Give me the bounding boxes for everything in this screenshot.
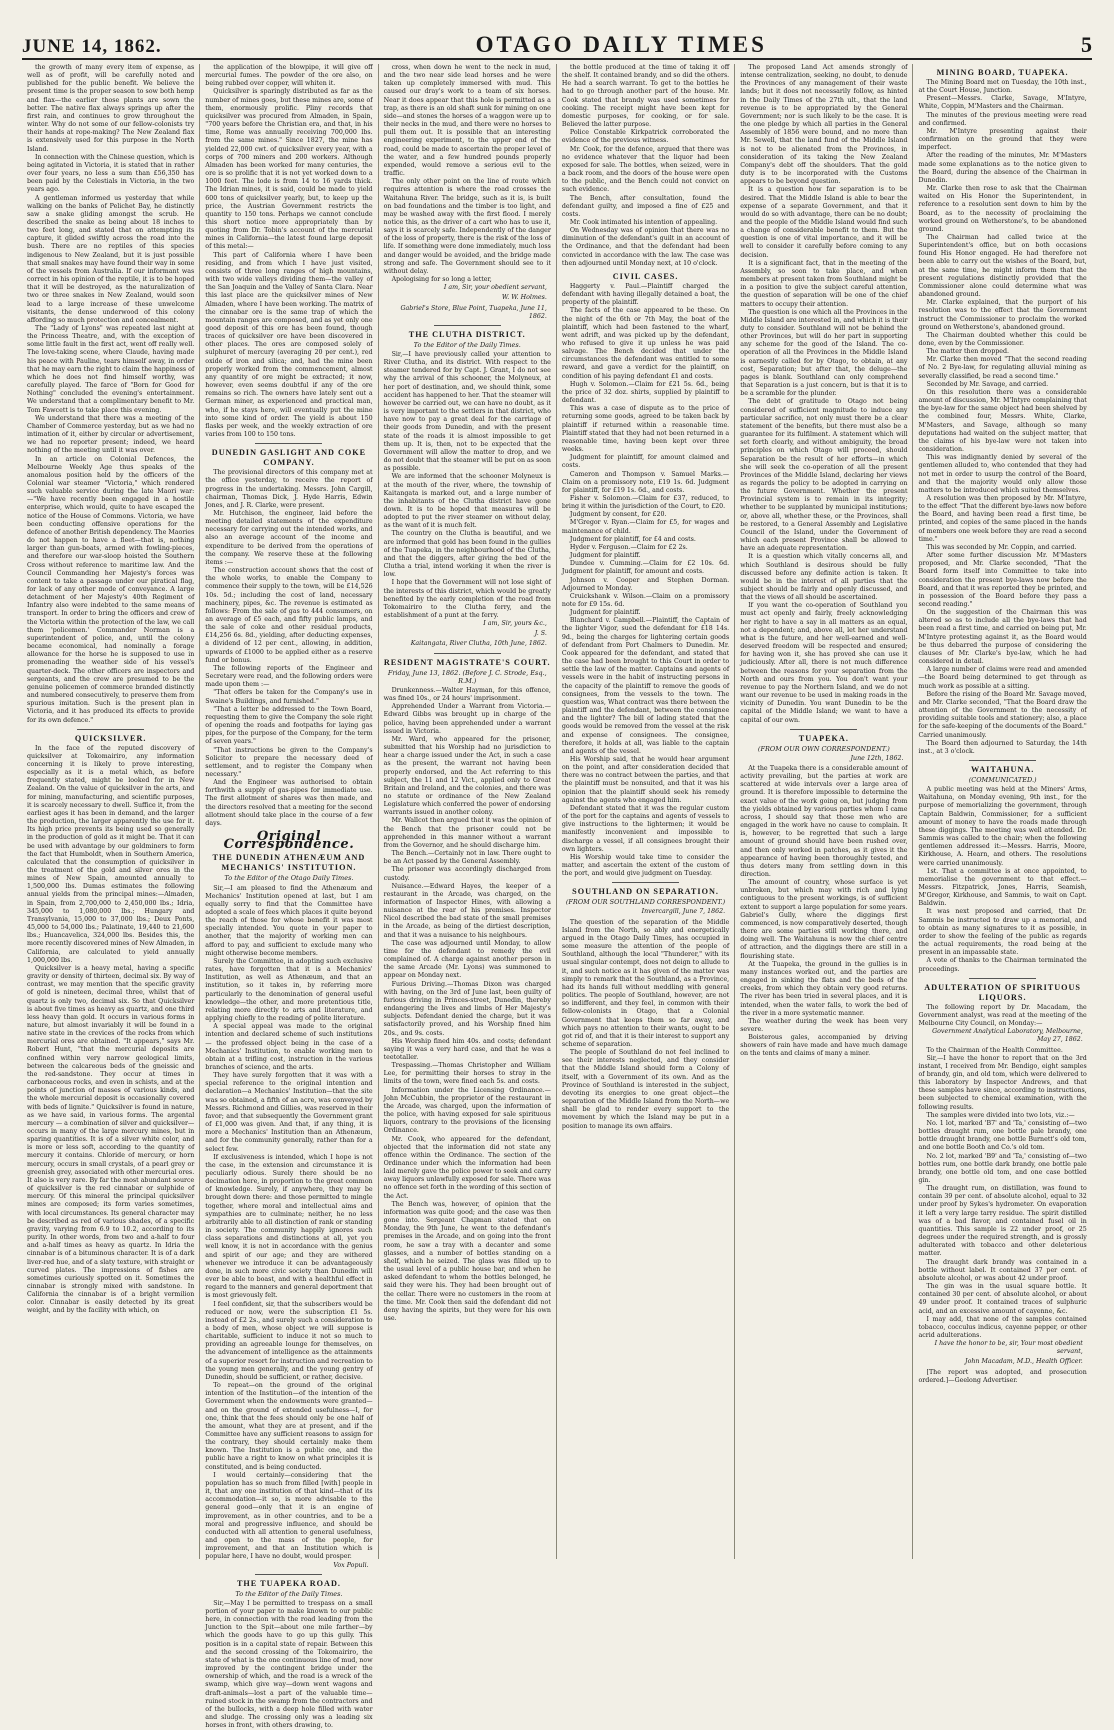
column-2: [200, 64, 378, 1730]
paragraph: Mr. Hutchison, the engineer, laid before the meeting detailed statements of the expenditure necessary for carrying out the intended works, and also an average account of the income and expenditure to be derived from the operations of the company. We reserve these at the following items :—: [205, 509, 373, 566]
section-subheading: To the Editor of the Daily Times.: [413, 340, 521, 349]
paragraph: If exclusiveness is intended, which I hope is not the case, in the extension and circumstance it is peculiarly odious. Surely there should be no decimation here, in proportion to the great common of knowledge. Surely, if anywhere, they may be brought down there: and those permitted to mingle together, where moral and intellectual aims and sympathies are to culminate; neither, he no less arbitrarily able to all distinction of rank or standing in society. The community happily ignores such class separations and distinctions at all, yet you well know, it is not in accordance with the genius and spirit of our age; and they are withered whenever we introduce it can be advantageously done, in such more civic society than Dunedin will ever be able to boast, and with a healthful effect in regard to the manners and general deportment that is most grievously felt.: [205, 1153, 373, 1300]
divider: [255, 443, 322, 444]
paragraph: Cameron and Thompson v. Samuel Marks.—Claim on a promissory note, £19 1s. 6d. Judgment for plaintiff, for £19 1s. 6d., and costs.: [561, 470, 730, 494]
paragraph: A gentleman informed us yesterday that while walking on the banks of Pelichet Bay, he distinctly saw a snake gliding amongst the scrub. He described the snake as being about 18 inches to two feet long, and stated that on attempting its capture, it glided swiftly across the road into the bush. There are no reptiles of this species indigenous to New Zealand, but it is just possible that small snakes may have found their way in some of the vessels from Australia. If our informant was correct in his opinion of the reptile, it is to be hoped that it will be destroyed, as the naturalization of two or three snakes in New Zealand, would soon lead to a large increase of these unwelcome visitants, the dense underwood of this colony affording so much protection and concealment.: [27, 194, 195, 324]
paragraph: No. 2 lot, marked 'B9' and 'Ta,' consisting of—two bottles rum, one bottle dark brandy, one bottle pale brandy, one bottle old tom, and one case bottled gin.: [918, 1152, 1087, 1184]
paragraph: In the face of the reputed discovery of quicksilver at Tokomairiro, any information concerning it is likely to prove interesting, especially as it is a metal which, as before frequently stated, might be looked for in New Zealand. On the value of quicksilver in the arts, and for mining, manufacturing, and scientific purposes, it is scarcely necessary to dwell. Suffice it, from the earliest ages it has been in demand, and the larger the production, the larger apparently the use for it. Its high price prevents its being used so generally in the production of gold as it might be. That it can be used with advantage by our goldminers to form the fact that Humboldt, when in Southern America, calculated that the consumption of quicksilver in the treatment of the gold and silver ores in the mines of New Spain, amounted annually to 1,500,000 lbs. Dumas estimates the following annual yields from the principal mines:—Almaden, in Spain, from 2,700,000 to 2,450,000 lbs.; Idria, 345,000 to 1,080,000 lbs.; Hungary and Transylvania, 15,000 to 37,000 lbs.; Deux Ponts, 45,000 to 54,000 lbs.; Palatinate, 19,440 to 21,600 lbs.; Huancavelica, 324,000 lbs. Besides this, the more recently discovered mines of New Almaden, in California, are calculated to yield annually 1,000,000 lbs.: [27, 744, 195, 964]
paragraph: His Worship fined him 40s. and costs; defendant saying it was a very hard case, and that he was a teetotaller.: [383, 1037, 551, 1061]
section-heading: MINING BOARD, TUAPEKA.: [936, 68, 1069, 77]
paragraph: After the reading of the minutes, Mr. M'Masters made some explanations as to the notice given to the Board, during the absence of the Chairman in Dunedin.: [918, 152, 1087, 184]
paragraph: The proposed Land Act amends strongly of intense centralization, seeking, no doubt, to denude the Provinces of any management of their waste lands; but it does not necessarily follow, as hinted in the Daily Times of the 27th ult., that the land revenue is to be appropriated by the General Government; nor is such likely to be the case. It is the one pledge by which all parties in the General Assembly of 1856 were bound, and no more than Mr. Sewell, that the land fund of the Middle Island is not to be alienated from the Provinces, in consideration of its taking the New Zealand Company's debt off the shoulders. That the gold duty is to be incorporated with the Customs appears to be beyond question.: [740, 64, 908, 186]
paragraph: Mr. Clarke then rose to ask that the Chairman waited on His Honor the Superintendent, in reference to a resolution sent down to him by the Board, as to the necessity of proclaiming the worked ground on Wetherstone's, to be abandoned ground.: [918, 185, 1087, 233]
paragraph: This was seconded by Mr. Coppin, and carried.: [926, 543, 1077, 551]
paragraph: The Bench was, however, of opinion that the information was quite good; and the case was then gone into. Sergeant Chapman stated that on Monday, the 9th June, he went to the defendant's premises in the Arcade, and on going into the front room, he saw a tray with a decanter and some glasses, and a number of bottles standing on a shelf, which he seized. The glass was filled up to the usual level of a public house bar, and when he asked defendant to whom the bottles belonged, he said they were his. They had been brought out of the cellar. There were no customers in the room at the time. Mr. Cook then said the defendant did not deny having the spirits, but they were for his own use.: [383, 1200, 551, 1322]
paragraph: Haggerty v. Paul.—Plaintiff charged the defendant with having illegally detained a boat, the property of the plaintiff.: [561, 282, 730, 307]
paragraph: Cruickshank v. Wilson.—Claim on a promissory note for £9 15s. 6d.: [561, 592, 730, 608]
paragraph: To the Chairman of the Health Committee.: [926, 1046, 1063, 1054]
divider: [434, 325, 501, 326]
paragraph: Police Constable Kirkpatrick corroborated the evidence of the previous witness.: [561, 129, 730, 145]
paragraph: The country on the Clutha is beautiful, and we are informed that gold has been found in the gullies of the Tuapeka, in the neighbourhood of the Clutha, and that the diggers, after giving the bed of the Clutha a trial, intend working it when the river is low.: [383, 530, 551, 579]
signature-line: John Macadam, M.D., Health Officer.: [965, 1358, 1083, 1366]
paragraph: Seconded by Mr. Savage, and carried.: [926, 380, 1049, 388]
paragraph: At the Tuapeka, the ground in the gullies is in many instances worked out, and the parties are engaged in sinking the flats and the beds of the creeks, from which they obtain very good returns. The river has been tried in several places, and it is intended, when the water falls, to work the bed of the river in a more systematic manner.: [740, 960, 908, 1017]
paragraph: Judgment for plaintiff, for £4 and costs.: [569, 535, 696, 543]
paragraph: It was next proposed and carried, that Dr. Sammis be instructed to draw up a memorial, and to obtain as many signatures to it as possible, in order to show the feeling of the public as regards the actual requirements, the road being at the present in an impassable state.: [918, 908, 1087, 957]
paragraph: The facts of the case appeared to be these. On the night of the 6th or 7th May, the boat of the plaintiff, which had been fastened to the wharf, went adrift, and was picked up by the defendant, who refused to give it up unless he was paid salvage. The Bench decided that under the circumstances the defendant was entitled to some reward, and gave a verdict for the plaintiff, on condition of his paying defendant £1 and costs.: [561, 307, 730, 380]
paragraph: It is a significant fact, that in the meeting of the Assembly, so soon to take place, and when members at present taken from Southland might be in a position to give the subject careful attention, the question of separation will be one of the chief matters to occupy their attention.: [740, 259, 908, 308]
paragraph: Sir,—I have the honor to report that on the 3rd instant, I received from Mr. Bendigo, eight samples of brandy, gin, and old tom, which were delivered to this laboratory by Inspector Andrews, and that these samples have since, according to instructions, been subjected to chemical examination, with the following results.: [918, 1054, 1087, 1111]
section-subheading: To the Editor of the Daily Times.: [235, 1589, 343, 1598]
paragraph: The prisoner was accordingly discharged from custody.: [383, 866, 551, 882]
paragraph: The construction account shows that the cost of the whole works, to enable the Company to commence their supply to the town, will be £14,526 10s. 5d.; including the cost of land, necessary machinery, pipes, &c. The revenue is estimated as follows: From the sale of gas to 444 consumers, on an average of £5 each, and fifty public lamps, and the sale of coke and other residual products, £14,256 6s. 8d., yielding, after deducting expenses, a dividend of 12 per cent., allowing, in addition, upwards of £1000 to be applied either as a reserve fund or bonus.: [205, 567, 373, 664]
paragraph: Present—Messrs. Clarke, Savage, M'Intyre, White, Coppin, M'Masters and the Chairman.: [918, 95, 1087, 111]
signature-line: J. S.: [534, 630, 547, 638]
paragraph: Furious Driving.—Thomas Dixon was charged with having, on the 3rd of June last, been guilty of furious driving in Princes-street, Dunedin, thereby endangering the lives and limbs of Her Majesty's subjects. Defendant denied the charge, but it was satisfactorily proved, and his Worship fined him 20s., and 9s. costs.: [383, 980, 551, 1037]
paragraph: After some further discussion Mr. M'Masters proposed, and Mr. Clarke seconded, "That the Board form itself into Committee to take into consideration the present bye-laws now before the Board, and that it was reported they be printed, and in possession of the Board before they pass a second reading.": [918, 552, 1087, 608]
paragraph: I hope that the Government will not lose sight of the interests of this district, which would be greatly benefited by the early completion of the road from Tokomairiro to the Clutha ferry, and the establishment of a punt at the ferry.: [383, 579, 551, 619]
paragraph: Nuisance.—Edward Hayes, the keeper of a restaurant in the Arcade, was charged, on the information of Inspector Hines, with allowing a nuisance at the rear of his premises. Inspector Nicol described the bad state of the small premises in the Arcade, as being of the dirtiest description, and that it was a nuisance to his neighbours.: [383, 882, 551, 939]
section-heading: RESIDENT MAGISTRATE'S COURT.: [383, 657, 551, 667]
divider: [969, 978, 1036, 979]
section-heading: WAITAHUNA.: [970, 764, 1035, 774]
paragraph: The question is one which all the Provinces in the Middle Island are interested in, and which it is their duty to consider. Southland will not be behind the other Provinces, but will do her part in supporting any scheme for the good of the Island. The co-operation of all the Provinces in the Middle Island is earnestly called for by Otago, to obtain, at any cost, Separation; but after that, the deluge—the pages is blank. Southland can only comprehend that Separation is a just concern, but is that it is to be a scramble for the plunder.: [740, 308, 908, 398]
section-heading: DUNEDIN GASLIGHT AND COKE COMPANY.: [211, 448, 367, 468]
divider: [790, 729, 857, 730]
paragraph: The weather during the week has been very severe.: [740, 1017, 908, 1033]
divider: [255, 1574, 322, 1575]
paragraph: Apprehended Under a Warrant from Victoria.—Edward Gibbs was brought up in charge of the police, having been apprehended under a warrant issued in Victoria.: [383, 703, 551, 735]
paragraph: Apologising for so long a letter,: [391, 276, 492, 284]
section-heading: CIVIL CASES.: [612, 271, 679, 281]
paragraph: A public meeting was held at the Miners' Arms, Waitahuna, on Monday evening, 9th inst., for the purpose of memorializing the government, through Captain Baldwin, Commissioner, for a sufficient amount of money to have the roads made through these diggings. The meeting was well attended. Dr. Sammis was called to the chair; when the following gentlemen addressed it:—Messrs. Harris, Moore, Kirkhouse, A. Hearn, and others. The resolutions were carried unanimously.: [918, 786, 1087, 867]
paragraph: If you want the co-operation of Southland you must act openly and fairly, freely acknowledging her right to have a say in all matters as an equal, not a dependent; and, above all, let her understand what is the future, and her well-earned and well-deserved freedom will be respected and ensured; for having won it, she has proved she can use it judiciously. After all, there is not much difference between the reasons for your separation from the North and ours from you. You don't want your revenue to pay the Northern Island, and we do not want our revenue to be used in making roads in the vicinity of Dunedin. You want Dunedin to be the capital of the Middle Island; we want to have a capital of our own.: [740, 602, 908, 724]
section-heading: ADULTERATION OF SPIRITUOUS LIQUORS.: [924, 982, 1081, 1002]
paragraph: The case was adjourned until Monday, to allow time for the defendant to remedy the evil complained of. A charge against another person in the same Arcade (Mr. Lyons) was summoned to appear on Monday next.: [383, 939, 551, 980]
section-subheading: (COMMUNICATED.): [968, 775, 1037, 784]
section-heading: THE TUAPEKA ROAD.: [236, 1578, 341, 1588]
column-6: [913, 64, 1091, 1559]
paragraph: The Bench, after consultation, found the defendant guilty, and imposed a fine of £25 and costs.: [561, 194, 730, 218]
section-heading: THE DUNEDIN ATHENÆUM AND MECHANICS' INSTITUTION.: [212, 853, 366, 873]
signature-line: I am, Sir, your obedient servant,: [443, 284, 547, 292]
paragraph: "That a letter be addressed to the Town Board, requesting them to give the Company the sole right of opening the roads and footpaths for laying gas pipes, for the purpose of the Company, for the term of seven years.": [205, 705, 373, 746]
paragraph: A special appeal was made to the original intention and declared scheme of such institutions — the professed object being in the case of a Mechanics' Institution, to enable working men to obtain at a trifling cost, instruction in the various branches of science, and the arts.: [205, 1023, 373, 1071]
paragraph: Drunkenness.—Walter Hayman, for this offence, was fined 10s., or 24 hours' imprisonment.: [383, 686, 551, 703]
paragraph: At the Tuapeka there is a considerable amount of activity prevailing, but the parties at work are scattered at wide intervals over a large area of ground. It is therefore impossible to determine the exact value of the work going on, but judging from the yields obtained by various parties whom I came across, I should say that those men who are engaged in the work have no cause to complain. It is, however, to be regretted that such a large amount of ground should have been rushed over, and then only worked in patches, as it gives it the appearance of having been thoroughly tested, and thus deters many from settling down in this direction.: [740, 764, 908, 878]
paragraph: His Worship said, that he would hear argument on the point, and after consideration decided that there was no contract between the parties, and that the plaintiff must be nonsuited, and that it was his opinion that the plaintiff should seek his remedy against the agents who engaged him.: [561, 755, 730, 804]
paragraph: No. 1 lot, marked 'B7' and 'Ta,' consisting of—two bottles draught rum, one bottle pale brandy, one bottle draught brandy, one bottle Burnett's old tom, and one bottle Booth and Co.'s old tom.: [918, 1119, 1087, 1152]
section-subheading: To the Editor of the Otago Daily Times.: [224, 874, 354, 883]
paragraph: Mr. Cook intimated his intention of appealing.: [569, 218, 718, 226]
paragraph: The samples were divided into two lots, viz.:—: [926, 1111, 1075, 1119]
paragraph: Judgment for plaintiff, for amount claimed and costs.: [561, 454, 730, 470]
divider: [77, 729, 144, 730]
paragraph: Mr. Cook, who appeared for the defendant, objected that the information did not state any offence within the Ordinance. The section of the Ordinance under which the information had been laid merely gave the police power to seek and carry away liquors unlawfully exposed for sale. There was no offence set forth in the wording of this section of the Act.: [383, 1135, 551, 1200]
paragraph: This part of California where I have been residing, and from which I have just visited, consists of three long ranges of high mountains, with two wide valleys dividing them—the valley of the San Joaquin and the Valley of Santa Clara. Near this last place are the quicksilver mines of New Almaden, where I have been working. The matrix of the cinnabar ore is the same trap of which the mountain ranges are composed, and as yet only one good deposit of this ore has been found, though traces of quicksilver ore have been discovered in other places. The ores are composed solely of sulphuret of mercury (averaging 20 per cent.), red oxide of iron and silica; and, had the mine been properly worked from the commencement, almost any quantity of ore might be extracted; it now, however, even seems doubtful if any of the ore remains so rich. The owners have lately sent out a German miner, as experienced and practical man, who, if he stays here, will eventually put the mine into some kind of order. The yield is about 150 flasks per week, and the weekly extraction of ore varies from 100 to 150 tons.: [205, 251, 373, 439]
paragraph: Hugh v. Solomon.—Claim for £21 5s. 6d., being the price of 32 doz. shirts, supplied by plaintiff to defendant.: [561, 380, 730, 405]
paragraph: The Mining Board met on Tuesday, the 10th inst., at the Court House, Junction.: [918, 79, 1087, 95]
paragraph: And the Engineer was authorised to obtain forthwith a supply of gas-pipes for immediate use. The first allotment of shares was then made, and the directors resolved that a meeting for the second allotment should take place in the course of a few days.: [205, 779, 373, 827]
paragraph: This was indignantly denied by several of the gentlemen alluded to, who contended that they had not met in order to usurp the control of the Board, and that the majority would only allow those matters to be introduced which suited themselves.: [918, 454, 1087, 494]
signature-line: Invercargill, June 7, 1862.: [641, 908, 726, 916]
paragraph: The matter then dropped.: [926, 348, 1010, 356]
paragraph: It is a question how far separation is to be desired. That the Middle Island is able to bear the expense of a separate Government, and that it would do so with advantage, there can be no doubt; and the people of the Middle Island would find such a change of considerable benefit to them. But the question is one of vital importance, and it will be well to consider it carefully before coming to any decision.: [740, 186, 908, 259]
paragraph: "That instructions be given to the Company's Solicitor to prepare the necessary deed of settlement, and to register the Company when necessary.": [205, 746, 373, 778]
paragraph: A vote of thanks to the Chairman terminated the proceedings.: [918, 957, 1087, 973]
paragraph: Mr. Ward, who appeared for the prisoner, submitted that his Worship had no jurisdiction to hear a charge issued under the Act, in such a case as the present, the warrant not having been properly endorsed, and the Act referring to this subject, the 11 and 12 Vict., applied only to Great Britain and Ireland, and the colonies, and there was no statute or ordinance of the New Zealand Legislature which conferred the power of endorsing warrants issued in another colony.: [383, 735, 551, 817]
paragraph: Before the rising of the Board Mr. Savage moved, and Mr. Clarke seconded, "That the Board draw the attention of the Government to the necessity of providing suitable tools and stationery; also, a place for the safe-keeping of the documents of the Board." Carried unanimously.: [918, 690, 1087, 739]
section-subheading: (FROM OUR SOUTHLAND CORRESPONDENT.): [565, 898, 726, 907]
paragraph: Dundee v. Cumming.—Claim for £2 10s. 6d. Judgment for plaintiff, for amount and costs.: [561, 560, 730, 576]
signature-line: Government Analytical Laboratory, Melbourne, May 27, 1862.: [932, 1028, 1083, 1044]
paragraph: Blanchard v. Campbell.—Plaintiff, the Captain of the lighter Vigor, sued the defendant for £18 14s. 9d., being the charges for lightering certain goods of defendant from Port Chalmers to Dunedin. Mr. Cook appeared for the defendant, and stated that the case had been brought to this Court in order to settle the law of the matter. Captains and agents of vessels were in the habit of instructing persons in the capacity of the plaintiff to remove the goods of consignees, from the vessels to the town. The question was, What contract was there between the plaintiff and the defendant, between the consignee and the lighter? The bill of lading stated that the goods would be removed from the vessel at the risk and expense of consignees. The consignee, therefore, it holds at all, was liable to the captain and agents of the vessel.: [561, 617, 730, 755]
signature-line: I am, Sir, yours &c.,: [483, 620, 547, 628]
paragraph: A resolution was then proposed by Mr. M'Intyre, to the effect "That the different bye-laws now before the Board, and having been read a first time, be printed, and copies of the same placed in the hands of members one week before they are read a second time.": [918, 494, 1087, 543]
divider: [434, 653, 501, 654]
paragraph: Defendant stated that it was the regular custom of the port for the captains and agents of vessels to give instructions to the lightermen; it would be manifestly inconvenient and impossible to discharge a vessel, if all consignees brought their own lighters.: [561, 804, 730, 853]
paragraph: Sir,—May I be permitted to trespass on a small portion of your paper to make known to our public here, in connection with the road leading from the Junction to the Spit—about one mile farther—by which the goods have to go up this gully. This position is in a capital state of repair. Between this and the second crossing of the Tokomairiro, the state of what is the one continuous line of mud, now improved by the contingent bridge under the ownership of which, and the road is a wreck of the swamp, which give way—down went wagons and draft-animals—lost a part of the valuable time—ruined stock in the swamp from the contractors and of the bullocks, with a deep hole filled with water and sludge. The crossing only was a leading six horses in front, with others drawing, to.: [205, 1599, 373, 1730]
paragraph: To repeat—on the ground of the original intention of the Institution—of the intention of the Government when the endowments were granted—and on the ground of extended usefulness—I, for one, think that the fees should only be one half of the amount, what they are at present, and if the Committee have any sufficient reasons to assign for the contrary, they should certainly make them known. The Institution is a public one, and the public have a right to know on what principles it is constituted, and is being conducted.: [205, 1382, 373, 1471]
paragraph: The draught dark brandy was contained in a bottle without label. It contained 37 per cent. of absolute alcohol, or was about 42 under proof.: [918, 1258, 1087, 1282]
paragraph: Trespassing.—Thomas Christopher and William Lee, for permitting their horses to stray in the limits of the town, were fined each 5s. and costs.: [383, 1062, 551, 1086]
paragraph: I feel confident, sir, that the subscribers would be reduced or now, were the subscription £1 5s. instead of £2 2s., and surely such a consideration to a body of men, whose object we will suppose is charitable, sufficient to induce it not so much to providing an agreeable lounge for themselves, on the advancement of intelligence as the attainments of a superior resort for instruction and recreation to the young men generally, and the young gentry of Dunedin, should be sufficient, or rather, decisive.: [205, 1300, 373, 1381]
signature-line: Vox Populi.: [333, 1561, 369, 1569]
column-1: [22, 64, 200, 1559]
paragraph: [The report was adopted, and prosecution ordered.]—Geelong Advertiser.: [918, 1368, 1087, 1384]
paragraph: The following reports of the Engineer and Secretary were read, and the following orders were made upon them :—: [205, 664, 373, 689]
paragraph: Information under the Licensing Ordinance.—John McCubbin, the proprietor of the restaurant in the Arcade, was charged, upon the information of the police, with having exposed for sale spirituous liquors, contrary to the provisions of the licensing Ordinance.: [383, 1086, 551, 1135]
masthead: [22, 28, 1092, 60]
paragraph: We understand that there was a meeting of the Chamber of Commerce yesterday, but as we had no intimation of it, either by circular or advertisement, we had no reporter present; indeed, we heard nothing of the meeting until it was over.: [27, 414, 195, 455]
paragraph: In connection with the Chinese question, which is being agitated in Victoria, it is stated that in rather over four years, no less a sum than £56,350 has been paid by the Celestials in Victoria, in the two years ago.: [27, 153, 195, 194]
signature-line: Gabriel's Store, Blue Point, Tuapeka, June 11, 1862.: [400, 304, 547, 320]
column-4: [557, 64, 735, 1559]
paragraph: Mr. Clarke explained, that the purport of his resolution was to the effect that the Government instruct the Commissioner to proclaim the worked ground on Wetherstone's, abandoned ground.: [918, 299, 1087, 331]
paragraph: Hyder v. Ferguson.—Claim for £2 2s.: [569, 543, 688, 551]
paragraph: The people of Southland do not feel inclined to see their interests neglected, and they consider that the Middle Island should form a Colony of itself, with a Government of its own. And as the Province of Southland is interested in the subject, devoting its energies to one great object—the separation of the Middle Island from the North—we shall be glad to render every support to the movement by which the Island may be put in a position to manage its own affairs.: [561, 1049, 730, 1130]
signature-line: Kaitangata, River Clutha, 10th June, 1862.: [410, 640, 547, 648]
paragraph: On the suggestion of the Chairman this was altered so as to include all the bye-laws that had been read a first time, and carried on being put, Mr. M'Intyre protesting against it, as the Board would be thus debarred the purpose of considering the clauses of Mr. Clarke's bye-law, which he had considered in detail.: [918, 609, 1087, 666]
paragraph: Surely the Committee, in adopting such exclusive rates, have forgotten that it is a Mechanics' Institution, as well as Athenæum, and that an institution, so it takes in, by referring more particularly to the denomination of general useful knowledge—the other, and more pretentious title, relating more directly to arts and literature, and applying chiefly to the reading of polite literature.: [205, 957, 373, 1023]
paragraph: On this resolution there was a considerable amount of discussion, Mr. M'Intyre complaining that the bye-law for the same object had been shelved by the combined four, Messrs. White, Clarke, M'Masters, and Savage, although so many deputations had waited on the subject matter, that the claims of his bye-law were not taken into consideration.: [918, 388, 1087, 454]
signature-line: June 12th, 1862.: [850, 754, 904, 762]
paragraph: A large number of claims were read and amended—the Board being determined to get through as much work as possible at a sitting.: [918, 666, 1087, 690]
paragraph: His Worship would take time to consider the matter, and ascertain the extent of the custom of the port, and would give judgment on Tuesday.: [561, 853, 730, 878]
paragraph: We are informed that the schooner Molyneux is at the mouth of the river, where, the township of Kaitangata is marked out, and a large number of the inhabitants of the Clutha district have gone down. It is to be hoped that measures will be adopted to put the river steamer on without delay, as the want of it is much felt.: [383, 473, 551, 530]
column-5: [735, 64, 913, 1559]
paragraph: The provisional directors of this company met at the office yesterday, to receive the report of progress in the undertaking. Messrs. John Cargill, chairman, Thomas Dick, J. Hyde Harris, Edwin Jones, and J. R. Clarke, were present.: [205, 469, 373, 509]
paragraph: The gin was in the usual square bottle. It contained 30 per cent. of absolute alcohol, or about 49 under proof. It contained traces of sulphuric acid, and an excessive amount of cayenne, &c.: [918, 1283, 1087, 1315]
paragraph: The only other point on the line of route which requires attention is where the road crosses the Waitahuna River. The bridge, such as it is, is built on bad foundations and the timber is too light, and may be washed away with the first flood. I merely notice this, as the driver of a cart who has to use it, says it is scarcely safe. Independently of the danger of the loss of property, there is the risk of the loss of life. If something were done immediately, much loss and danger would be avoided, and the bridge made strong and safe. The Government should see to it without delay.: [383, 178, 551, 275]
paragraph: In an article on Colonial Defences, the Melbourne Weekly Age thus speaks of the anomalous position held by the officers of the Colonial war steamer "Victoria," which rendered such valuable service during the late Maori war:—"We have recently been engaged in a hostile enterprise, which would, quite to have escaped the notice of the House of Commons. Victoria, we have been conducting offensive operations for the defence of another British dependency. The Maories do not happen to have a fleet—that is, nothing larger than gun-boats, armed with fowling-pieces, and therefore our war-sloop hoisted the Southern Cross without reference to maritime law. And the Council Commanding her Majesty's forces was content to take a passage under our piratical flag, for lack of any other mode of conveyance. A large detachment of her Majesty's 40th Regiment of Infantry also were indebted to the same means of transport. In order to bring the officers and crew of the Victoria within the protection of the law, we call them 'policemen.' Commander Norman is a superintendent of police, and, until the colony became economical, had nominally a forage allowance for the horse he is supposed to use in promenading the weather side of his vessel's quarter-deck. The other officers are inspectors and sergeants, and the crew are presumed to be the genuine policemen of commerce branded distinctly and numbered consecutively, to preserve them from spurious imitation. Such is the present plan in Victoria, and it has produced its effects to provide for its own defence.": [27, 455, 195, 724]
paragraph: cross, when down he went to the neck in mud, and the two near side lead horses and he were taken up completely immersed with mud. This caused our dray's work to a team of six horses. Near it does appear that this hole is permitted as a trap, as there is an old shaft sunk for mining on one side—and stones the horses of a waggon were up to their necks in the mud, and there were no horses to pull them out. It is possible that an interesting engineering experiment, to the upper end of the road, could be made to ascertain the proper level of the water, and a few hundred pounds properly expended, would remove a serious evil to the traffic.: [383, 64, 551, 178]
paragraph: 1st. That a committee is at once appointed, to memorialise the government to that effect.—Messrs. Fitzpatrick, Jones, Harris, Seamish, M'Gregor, Kirkhouse, and Sammis, to wait on Capt. Baldwin.: [918, 867, 1087, 908]
section-subheading: (FROM OUR OWN CORRESPONDENT.): [757, 744, 890, 753]
paragraph: It is a question which vitally concerns all, and which Southland is desirous should be fully discussed before any definite action is taken. It would be in the interest of all parties that the subject should be fairly and openly discussed, and that the views of all should be ascertained.: [740, 553, 908, 602]
section-heading: SOUTHLAND ON SEPARATION.: [572, 887, 719, 897]
paragraph: The Chairman had called twice at the Superintendent's office, but on both occasions found His Honor engaged. He had therefore not been able to carry out the wishes of the Board, but, at the same time, he might inform them that the present regulations distinctly provided that the Commissioner alone could determine what was abandoned ground.: [918, 233, 1087, 299]
paragraph: The amount of country, whose surface is yet unbroken, but which may with rich and lying contiguous to the present workings, is of sufficient extent to support a large population for some years. Gabriel's Gully, where the diggings first commenced, is now comparatively deserted, though there are some parties still working there, and doing well. The Waitahuna is now the chief centre of attraction, and the diggings there are still in a flourishing state.: [740, 879, 908, 960]
paragraph: I may add, that none of the samples contained tobacco, cocculus indicus, cayenne pepper, or other acrid adulterations.: [918, 1315, 1087, 1339]
paragraph: Fisher v. Solomon.—Claim for £37, reduced, to bring it within the jurisdiction of the Court, to £20.: [561, 494, 730, 511]
paragraph: M'Gregor v. Ryan.—Claim for £5, for wages and maintenance of child.: [561, 519, 730, 535]
text-columns: [22, 64, 1092, 1730]
paragraph: The question of the separation of the Middle Island from the North, so ably and energetically argued in the Otago Daily Times, has occupied in some measure the attention of the people of Southland, although the local "Thunderer," with its usual singular contempt, does not deign to allude to it, and such notice as it has given of the matter was simply to remark that the Southland, as a Province, had its hands full without meddling with general politics. The people of Southland, however, are not so indifferent, and they feel, in common with their fellow-colonists in Otago, that a Colonial Government that keeps them so far away, and which pays no attention to their wants, ought to be got rid of, and that it is their interest to support any scheme of separation.: [561, 918, 730, 1048]
paragraph: Quicksilver is a heavy metal, having a specific gravity or density of thirteen, decimal six. By way of contrast, we may mention that the specific gravity of gold is nineteen, decimal three, whilst that of quartz is only two, decimal six. So that Quicksilver is about five times as heavy as quartz, and one third less heavy than gold. It occurs in various forms in nature, but almost invariably it will be found in a native state in the crevices of the rocks from which mercurial ores are obtained. "It appears," says Mr. Robert Hunt, "that the mercurial deposits are confined within very narrow geological limits, between the calcareous beds of the gneissic and the red-sandstone. They occur at times in carbonaceous rocks, and even in schists, and at the points of junction of masses of various kinds, and the whole mercurial deposit is occasionally covered with beds of lignite." Quicksilver is found in nature, as we have said, in various forms. The argental mercury — a combination of silver and quicksilver—occurs in many of the large mercury mines, but in sparing quantities. It is of a silver white color, and is more or less soft, according to the quantity of mercury it contains. Chloride of mercury, or horn mercury, occurs in small crystals, of a pearl grey or greenish grey, associated with other mercurial ores. It also is very rare. By far the most abundant source of quicksilver is the red cinnabar or sulphide of mercury. Of this mineral the principal quicksilver mines are composed; its form varies sometimes, with local circumstances. Its general character may be described as red of various shades, of a specific gravity, varying from 6.9 to 10.2, according to its purity. In other words, from two and a-half to four and a-half times as heavy as quartz. In Idria the cinnabar is of a bituminous character. It is of a dark liver-red hue, and of a slaty texture, with straight or curved plates. The impressions of fishes are sometimes curiously spotted on it. Sometimes the cinnabar is strongly mixed with sandstone. In California the cinnabar is of a bright vermilion color. Cinnabar is easily detected by its great weight, and by the facility with which, on: [27, 964, 195, 1315]
paragraph: Quicksilver is sparingly distributed as far as the number of mines goes, but these mines are, some of them, enormously prolific. Pliny records that quicksilver was procured from Almaden, in Spain, "700 years before the Christian era, and that, in his time, Rome was annually receiving 700,000 lbs. from the same mines." Since 1827, the mine has yielded 22,000 cwt. of quicksilver every year, with a corps of 700 miners and 200 workers. Although Almaden has been worked for many centuries, the ore is so prolific that it is not yet worked down to a 1000 feet. The lode is from 14 to 16 yards thick. The Idrian mines, it is said, could be made to yield 600 tons of quicksilver yearly, but, to keep up the price, the Austrian Government restricts the quantity to 150 tons. Perhaps we cannot conclude this short notice more appropriately than by quoting from Dr. Tobin's account of the mercurial mines in California—the latest found large deposit of this metal:—: [205, 88, 373, 251]
paragraph: The Chairman doubted whether this could be done, even by the Commissioner.: [918, 331, 1087, 347]
paragraph: Mr. Clarke then moved "That the second reading of No. 2 Bye-law, for regulating alluvial mining as severally classified, be read a second time.": [918, 356, 1087, 380]
paragraph: Boisterous gales, accompanied by driving showers of rain have made and have much damage on the tents and claims of many a miner.: [740, 1034, 908, 1058]
section-subheading: Friday, June 13, 1862. (Before J. C. Strode, Esq., R.M.): [387, 668, 547, 685]
paragraph: The Bench.—Certainly not in law. There ought to be an Act passed by the General Assembly.: [383, 850, 551, 866]
signature-line: I have the honor to be, sir, Your most obedient servant,: [934, 1340, 1083, 1356]
paragraph: Mr. M'Intyre presenting against their confirmation on the ground that they were imperfect.: [918, 127, 1087, 152]
paragraph: The draught rum, on distillation, was found to contain 39 per cent. of absolute alcohol, equal to 32 under proof by Sykes's hydrometer. On evaporation it left a very large tarry residue. The spirit distilled was of a bad flavor, and contained fusel oil in quantities. This sample is 22 under proof, or 25 degrees under the required strength, and is grossly adulterated with tobacco and other deleterious matter.: [918, 1185, 1087, 1258]
issue-date: JUNE 14, 1862.: [22, 36, 162, 57]
paragraph: the bottle produced at the time of taking it off the shelf. It contained brandy, and so did the others. He had a search warrant. To get to the bottles he had to go through another part of the house. Mr. Cook stated that brandy was used sometimes for cooking. The receipt might have been kept for domestic purposes, for cooking, or for sale. Believed the latter purpose.: [561, 64, 730, 129]
paragraph: Johnson v. Cooper and Stephen Dorman. Adjourned to Monday.: [561, 576, 730, 592]
section-heading: TUAPEKA.: [798, 733, 849, 743]
paragraph: The following report by Dr. Macadam, the Government analyst, was read at the meeting of the Melbourne City Council, on Monday:—: [918, 1003, 1087, 1028]
column-3: [379, 64, 557, 1559]
paragraph: The debt of gratitude to Otago not being considered of sufficient magnitude to induce any particular sacrifice, not only must there be a clear statement of the benefits, but there must also be a guarantee for its fulfilment. A statement which will set forth clearly, and without ambiguity, the broad principles on which Otago will proceed, should Separation be the result of her efforts—in which she will seek the co-operation of all the present Provinces of the Middle Island, declaring her views as regards the policy to be adopted in carrying on the future Government. Whether the present Provincial system is to remain in its integrity; whether to be supplanted by municipal institutions; or, above all, whether these, or the Provinces, shall be restored, to a General Assembly and Legislative Council of the Island, under the Government of which each present Province shall be allowed to have an adequate representation.: [740, 398, 908, 553]
paragraph: the application of the blowpipe, it will give off mercurial fumes. The powder of the ore also, on being rubbed over copper, will whiten it.: [205, 64, 373, 88]
paragraph: Sir,—I am pleased to find the Athenæum and Mechanics' Institution opened at last, but I am equally sorry to find that the Committee have adopted a scale of fees which places it quite beyond the reach of those for whose benefit it was most specially intended. You quote in your paper to another, that the majority of working men can afford to pay, and sufficient to exclude many who might otherwise become members.: [205, 884, 373, 957]
paragraph: I would certainly—considering that the population has so much from filled [with] people in it, that any one institution of that kind—that of its accommodation—it so, is more advisable to the general good—only that it is an engine of improvement, as in other countries, and to be a moral and progressive influence, and should be conducted with all attention to general usefulness, and open to the mass of the people, for improvement, and that an Institution which is popular here, I have no doubt, would prosper.: [205, 1471, 373, 1561]
paragraph: The minutes of the previous meeting were read and confirmed.: [918, 111, 1087, 127]
paragraph: This was a case of dispute as to the price of returning some goods, agreed to be taken back by plaintiff if returned within a reasonable time. Plaintiff stated that they had not been returned in a reasonable time, having been kept over three weeks.: [561, 405, 730, 454]
paragraph: the growth of many every item of expense, as well as of profit, will be carefully noted and published for the public benefit. We believe the present time is the proper season to sow both hemp and flax—the earlier those plants are sown the better. The native flax always springs up after the first rain, and continues to grow throughout the winter. Why do not some of our fellow-colonists try their hands at rope-making? The New Zealand flax is extensively used for this purpose in the North Island.: [27, 64, 195, 153]
paragraph: They have surely forgotten that it was with a special reference to the original intention and declaration—a Mechanics' Institution—that the site was so obtained, a fifth of an acre, was conveyed by Messrs. Richmond and Gillies, was reserved in their favor; and that subsequently the Government grant of £1,000 was given. And that, if any thing, it is more a Mechanics' Institution than an Athenæum, and for the community generally, rather than for a select few.: [205, 1072, 373, 1153]
page-number: 5: [1080, 32, 1092, 57]
paragraph: The Board then adjourned to Saturday, the 14th inst., at 3 o'clock.: [918, 739, 1087, 755]
divider: [612, 882, 679, 883]
paragraph: Judgment for plaintiff.: [569, 552, 641, 560]
paragraph: Judgment for plaintiff.: [569, 609, 641, 617]
paragraph: Judgment by consent, for £20.: [569, 511, 667, 519]
section-heading: THE CLUTHA DISTRICT.: [408, 329, 526, 339]
section-heading: QUICKSILVER.: [74, 733, 147, 743]
divider: [969, 760, 1036, 761]
paragraph: Mr. Wallcot then argued that it was the opinion of the Bench that the prisoner could not be apprehended in this manner without a warrant from the Governor, and he should discharge him.: [383, 817, 551, 849]
paragraph: On Wednesday was of opinion that there was no diminution of the defendant's guilt in an account of the Ordinance, and that the defendant had been convicted in accordance with the law. The case was then adjourned until Monday next, at 10 o'clock.: [561, 227, 730, 267]
signature-line: W. W. Holmes.: [501, 294, 547, 302]
section-banner: Original Correspondence.: [223, 829, 355, 853]
paragraph: Sir,—I have previously called your attention to River Clutha, and its district. With respect to the steamer tendered for by Capt. J. Grant, I do not see why the arrival of this schooner, the Molyneux, at her port of destination, and, we should think, some accident has happened to her. That the steamer will however be carried out, we can have no doubt, as it is very important to the settlers in that district, who have now to pay a great deal for the carriage of their goods from Dunedin, and with the present state of the roads it is almost impossible to get them up. It is, then, not to be expected that the Government will allow the matter to drop, and we do not doubt that the steamer will be put on as soon as possible.: [383, 351, 551, 473]
newspaper-title: OTAGO DAILY TIMES: [475, 32, 767, 57]
paragraph: The "Lady of Lyons" was repeated last night at the Princess Theatre, and, with the exception of some little fault in the first act, went off really well. The love-taking scene, where Claude, having made his peace with Pauline, tears himself away, in order that he may earn the right to claim the happiness of which he does not find himself worthy, was carefully played. The farce of "Born for Good for Nothing" concluded the evening's entertainment. We understand that a complimentary benefit to Mr. Tom Fawcett is to take place this evening.: [27, 325, 195, 414]
paragraph: "That offers be taken for the Company's use in Swaine's Buildings, and furnished.": [205, 689, 373, 705]
paragraph: Mr. Cook, for the defence, argued that there was no evidence whatever that the liquor had been exposed for sale. The bottles, when seized, were in a back room, and the doors of the house were open to the public, and the Bench could not convict on such evidence.: [561, 145, 730, 194]
